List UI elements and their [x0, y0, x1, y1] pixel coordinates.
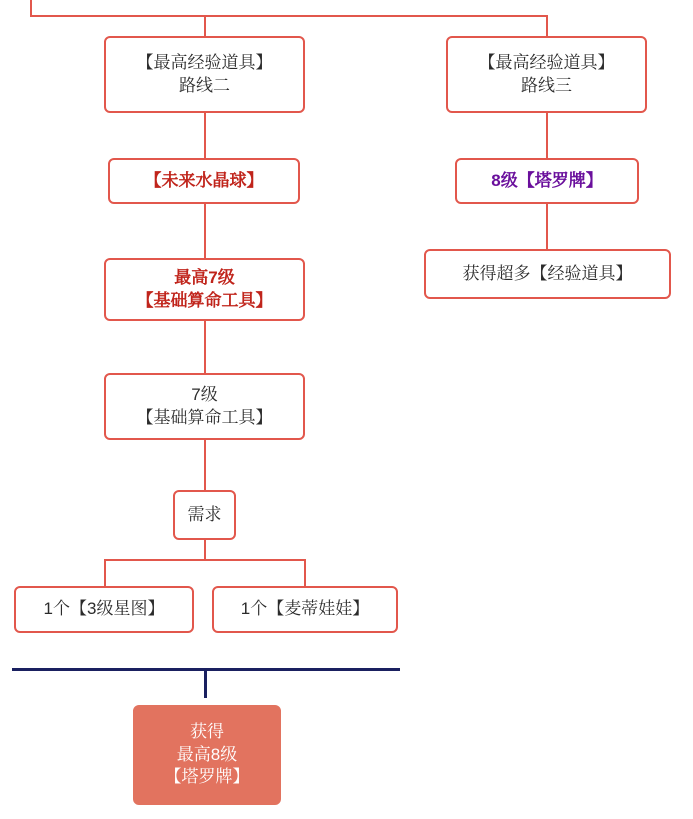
node-exp-many [424, 249, 671, 299]
connector-to-doll [304, 559, 306, 586]
connector-requirement-down [204, 540, 206, 560]
connector-top-bus [30, 15, 547, 17]
node-requirement-label: 需求 [187, 504, 222, 524]
node-crystal [108, 158, 300, 204]
node-route3 [446, 36, 647, 113]
node-doll [212, 586, 398, 633]
connector-to-route3 [546, 15, 548, 36]
node-result [133, 705, 281, 805]
node-route3-line-1: 【最高经验道具】 [478, 52, 615, 72]
node-doll-label: 1个【麦蒂娃娃】 [240, 599, 370, 619]
section-divider-stem [204, 668, 207, 698]
connector-crystal-tool-max7 [204, 204, 206, 258]
connector-top-incoming [30, 0, 32, 16]
connector-tarot8-exp-many [546, 204, 548, 249]
node-route2-line-1: 【最高经验道具】 [136, 52, 273, 72]
node-requirement [173, 490, 236, 540]
connector-requirement-bus [104, 559, 306, 561]
node-route3-line-2: 路线三 [521, 75, 572, 95]
node-starmap-label: 1个【3级星图】 [43, 599, 165, 619]
connector-route3-tarot8 [546, 113, 548, 158]
node-exp-many-label: 获得超多【经验道具】 [462, 263, 633, 283]
node-tool-7 [104, 373, 305, 440]
node-crystal-label: 【未来水晶球】 [144, 170, 264, 190]
node-tarot8-label: 8级【塔罗牌】 [491, 170, 603, 190]
node-result-line-1: 获得 [190, 721, 224, 741]
node-tarot8 [455, 158, 639, 204]
connector-tool-max7-tool7 [204, 321, 206, 373]
connector-tool7-requirement [204, 440, 206, 490]
node-route2-line-2: 路线二 [179, 75, 230, 95]
connector-to-route2 [204, 15, 206, 36]
connector-route2-crystal [204, 113, 206, 158]
node-tool-7-line-2: 【基础算命工具】 [136, 407, 273, 427]
node-tool-max7-line-1: 最高7级 [174, 267, 235, 287]
node-tool-7-line-1: 7级 [191, 384, 218, 404]
node-route2 [104, 36, 305, 113]
node-result-line-2: 最高8级 [176, 744, 238, 764]
node-tool-max7-line-2: 【基础算命工具】 [136, 290, 273, 310]
node-tool-max7 [104, 258, 305, 321]
connector-to-starmap [104, 559, 106, 586]
node-result-line-3: 【塔罗牌】 [164, 767, 250, 787]
node-starmap [14, 586, 194, 633]
